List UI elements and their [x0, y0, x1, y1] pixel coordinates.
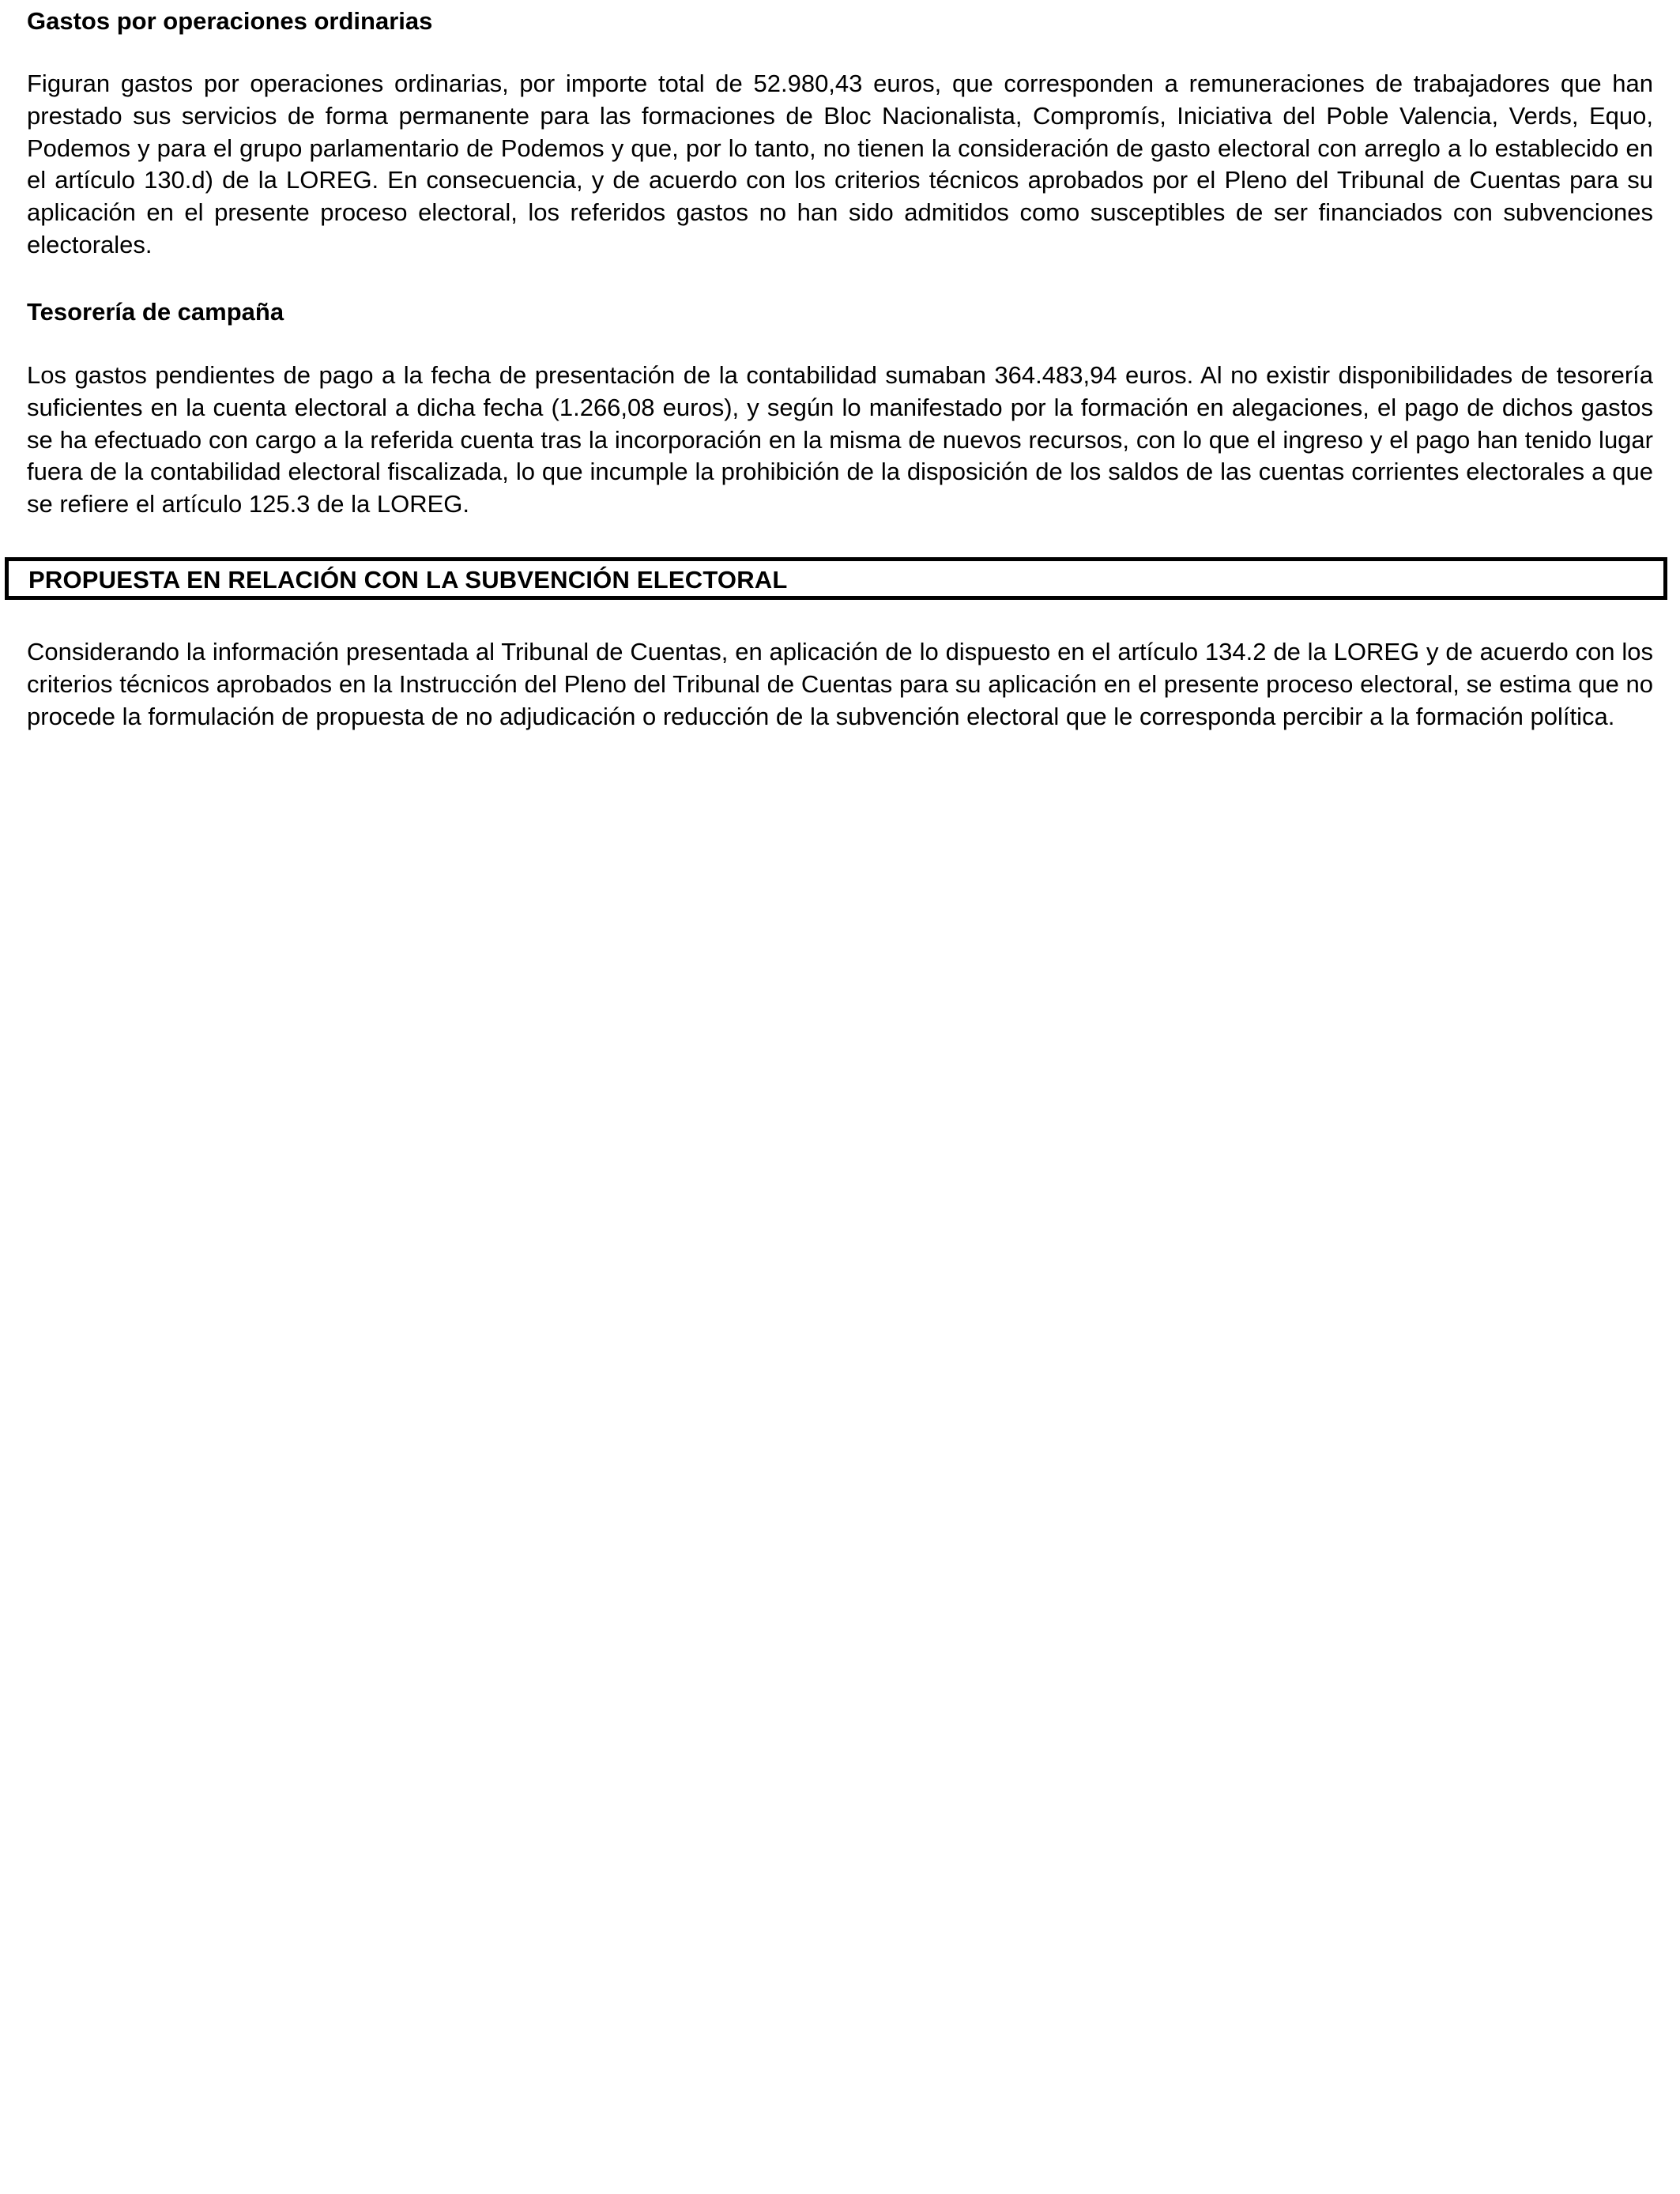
section-heading-gastos: Gastos por operaciones ordinarias	[27, 7, 433, 35]
section-paragraph-gastos: Figuran gastos por operaciones ordinarias, por importe total de 52.980,43 euros, que corresponden a remuneraciones de trabajadores que han prestado sus servicios de forma permanente para las formaciones de Bloc Nacionalista, Compromís, Iniciativa del Poble Valencia, Verds, Equo, Podemos y para el grupo parlamentario de Podemos y que, por lo tanto, no tienen la consideración de gasto electoral con arreglo a lo establecido en el artículo 130.d) de la LOREG. En consecuencia, y de acuerdo con los criterios técnicos aprobados por el Pleno del Tribunal de Cuentas para su aplicación en el presente proceso electoral, los referidos gastos no han sido admitidos como susceptibles de ser financiados con subvenciones electorales.	[27, 70, 1653, 258]
section-heading-tesoreria: Tesorería de campaña	[27, 298, 284, 326]
boxed-section-header	[5, 557, 1667, 600]
section-heading-propuesta: PROPUESTA EN RELACIÓN CON LA SUBVENCIÓN ELECTORAL	[28, 566, 788, 594]
section-paragraph-tesoreria: Los gastos pendientes de pago a la fecha de presentación de la contabilidad sumaban 364.483,94 euros. Al no existir disponibilidades de tesorería suficientes en la cuenta electoral a dicha fecha (1.266,08 euros), y según lo manifestado por la formación en alegaciones, el pago de dichos gastos se ha efectuado con cargo a la referida cuenta tras la incorporación en la misma de nuevos recursos, con lo que el ingreso y el pago han tenido lugar fuera de la contabilidad electoral fiscalizada, lo que incumple la prohibición de la disposición de los saldos de las cuentas corrientes electorales a que se refiere el artículo 125.3 de la LOREG.	[27, 361, 1653, 518]
section-paragraph-propuesta: Considerando la información presentada al Tribunal de Cuentas, en aplicación de lo dispuesto en el artículo 134.2 de la LOREG y de acuerdo con los criterios técnicos aprobados en la Instrucción del Pleno del Tribunal de Cuentas para su aplicación en el presente proceso electoral, se estima que no procede la formulación de propuesta de no adjudicación o reducción de la subvención electoral que le corresponda percibir a la formación política.	[27, 638, 1653, 730]
